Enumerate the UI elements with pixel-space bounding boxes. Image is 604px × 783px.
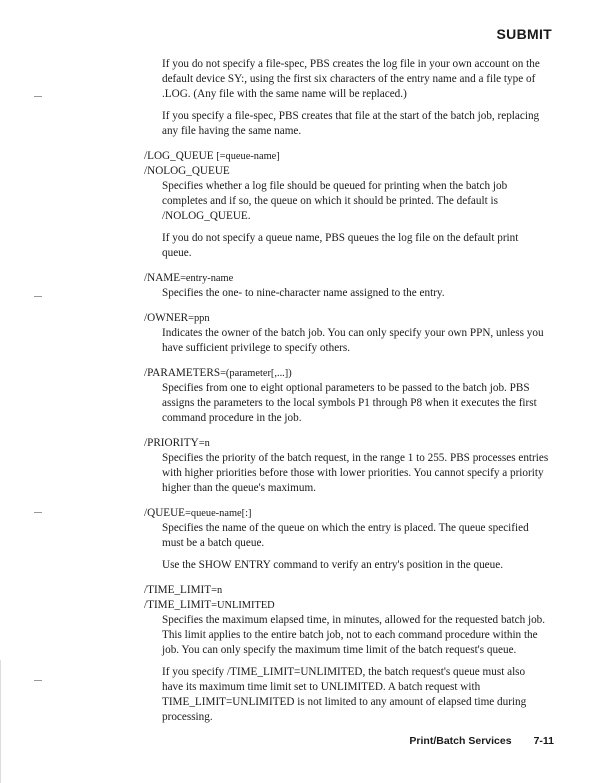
qualifier-name: /TIME_LIMIT — [144, 599, 212, 611]
qualifier-entry — [144, 506, 549, 573]
margin-mark — [34, 512, 42, 513]
qualifier-syntax — [144, 311, 549, 326]
margin-mark — [34, 96, 42, 97]
qualifier-entry — [144, 366, 549, 426]
footer-section: Print/Batch Services — [409, 735, 512, 747]
qualifier-entry — [144, 436, 549, 496]
qualifier-argument: =n — [198, 438, 210, 449]
scan-edge — [0, 660, 1, 783]
qualifier-syntax — [144, 436, 549, 451]
qualifier-description: Specifies the maximum elapsed time, in minutes, allowed for the requested batch job. This limit applies to the entire batch job, not to each command procedure within the job. You can only specify the maximum time limit of the batch request's queue. — [162, 614, 546, 656]
qualifier-syntax — [144, 164, 549, 179]
qualifier-argument: =ppn — [188, 313, 210, 324]
intro-paragraph: If you do not specify a file-spec, PBS creates the log file in your own account on the default device SY:, using the first six characters of the entry name and a file type of .LOG. (Any file with the same name will be replaced.) — [162, 58, 540, 100]
qualifier-description: If you specify /TIME_LIMIT=UNLIMITED, the batch request's queue must also have its maximum time limit set to UNLIMITED. A batch request with TIME_LIMIT=UNLIMITED is not limited to any amount of elapsed time during processing. — [162, 666, 527, 723]
qualifier-name: /LOG_QUEUE — [144, 150, 214, 162]
qualifier-description: Indicates the owner of the batch job. You can only specify your own PPN, unless you have sufficient privilege to specify others. — [162, 327, 544, 354]
qualifier-entry — [144, 311, 549, 356]
qualifier-name: /PARAMETERS — [144, 367, 221, 379]
footer-page-number: 7-11 — [533, 735, 554, 747]
qualifier-name: /NAME — [144, 272, 181, 284]
page-header-title: SUBMIT — [496, 26, 552, 42]
qualifier-argument: =n — [211, 585, 223, 596]
qualifier-list — [144, 149, 549, 725]
qualifier-description: Use the SHOW ENTRY command to verify an entry's position in the queue. — [162, 559, 503, 571]
qualifier-description: Specifies the one- to nine-character name assigned to the entry. — [162, 287, 445, 299]
qualifier-name: /QUEUE — [144, 507, 186, 519]
qualifier-name: /OWNER — [144, 312, 189, 324]
qualifier-syntax — [144, 271, 549, 286]
qualifier-entry — [144, 583, 549, 725]
qualifier-syntax — [144, 598, 549, 613]
qualifier-syntax — [144, 149, 549, 164]
qualifier-argument: =(parameter[,...]) — [220, 368, 292, 379]
qualifier-syntax — [144, 506, 549, 521]
qualifier-description: If you do not specify a queue name, PBS queues the log file on the default print queue. — [162, 232, 519, 259]
qualifier-description: Specifies the name of the queue on which the entry is placed. The queue specified must be a batch queue. — [162, 522, 529, 549]
qualifier-syntax — [144, 366, 549, 381]
margin-mark — [34, 296, 42, 297]
qualifier-description: Specifies the priority of the batch request, in the range 1 to 255. PBS processes entries with higher priorities before those with lower priorities. You cannot specify a priority higher than the queue's maximum. — [162, 452, 549, 494]
qualifier-name: /NOLOG_QUEUE — [144, 165, 230, 177]
qualifier-description: Specifies from one to eight optional parameters to be passed to the batch job. PBS assigns the parameters to the local symbols P1 through P8 when it executes the first command procedure in the job. — [162, 382, 537, 424]
qualifier-entry — [144, 271, 549, 301]
qualifier-name: /TIME_LIMIT — [144, 584, 212, 596]
qualifier-argument: [=queue-name] — [213, 151, 280, 162]
qualifier-name: /PRIORITY — [144, 437, 199, 449]
document-body — [144, 57, 549, 732]
qualifier-description: Specifies whether a log file should be queued for printing when the batch job completes and if so, the queue on which it should be printed. The default is /NOLOG_QUEUE. — [162, 180, 508, 222]
intro-paragraph: If you specify a file-spec, PBS creates that file at the start of the batch job, replacing any file having the same name. — [162, 110, 540, 137]
qualifier-argument: =UNLIMITED — [211, 600, 275, 611]
qualifier-argument: =entry-name — [180, 273, 234, 284]
qualifier-entry — [144, 149, 549, 261]
page-footer — [409, 735, 554, 747]
margin-mark — [34, 680, 42, 681]
qualifier-argument: =queue-name[:] — [185, 508, 252, 519]
qualifier-syntax — [144, 583, 549, 598]
